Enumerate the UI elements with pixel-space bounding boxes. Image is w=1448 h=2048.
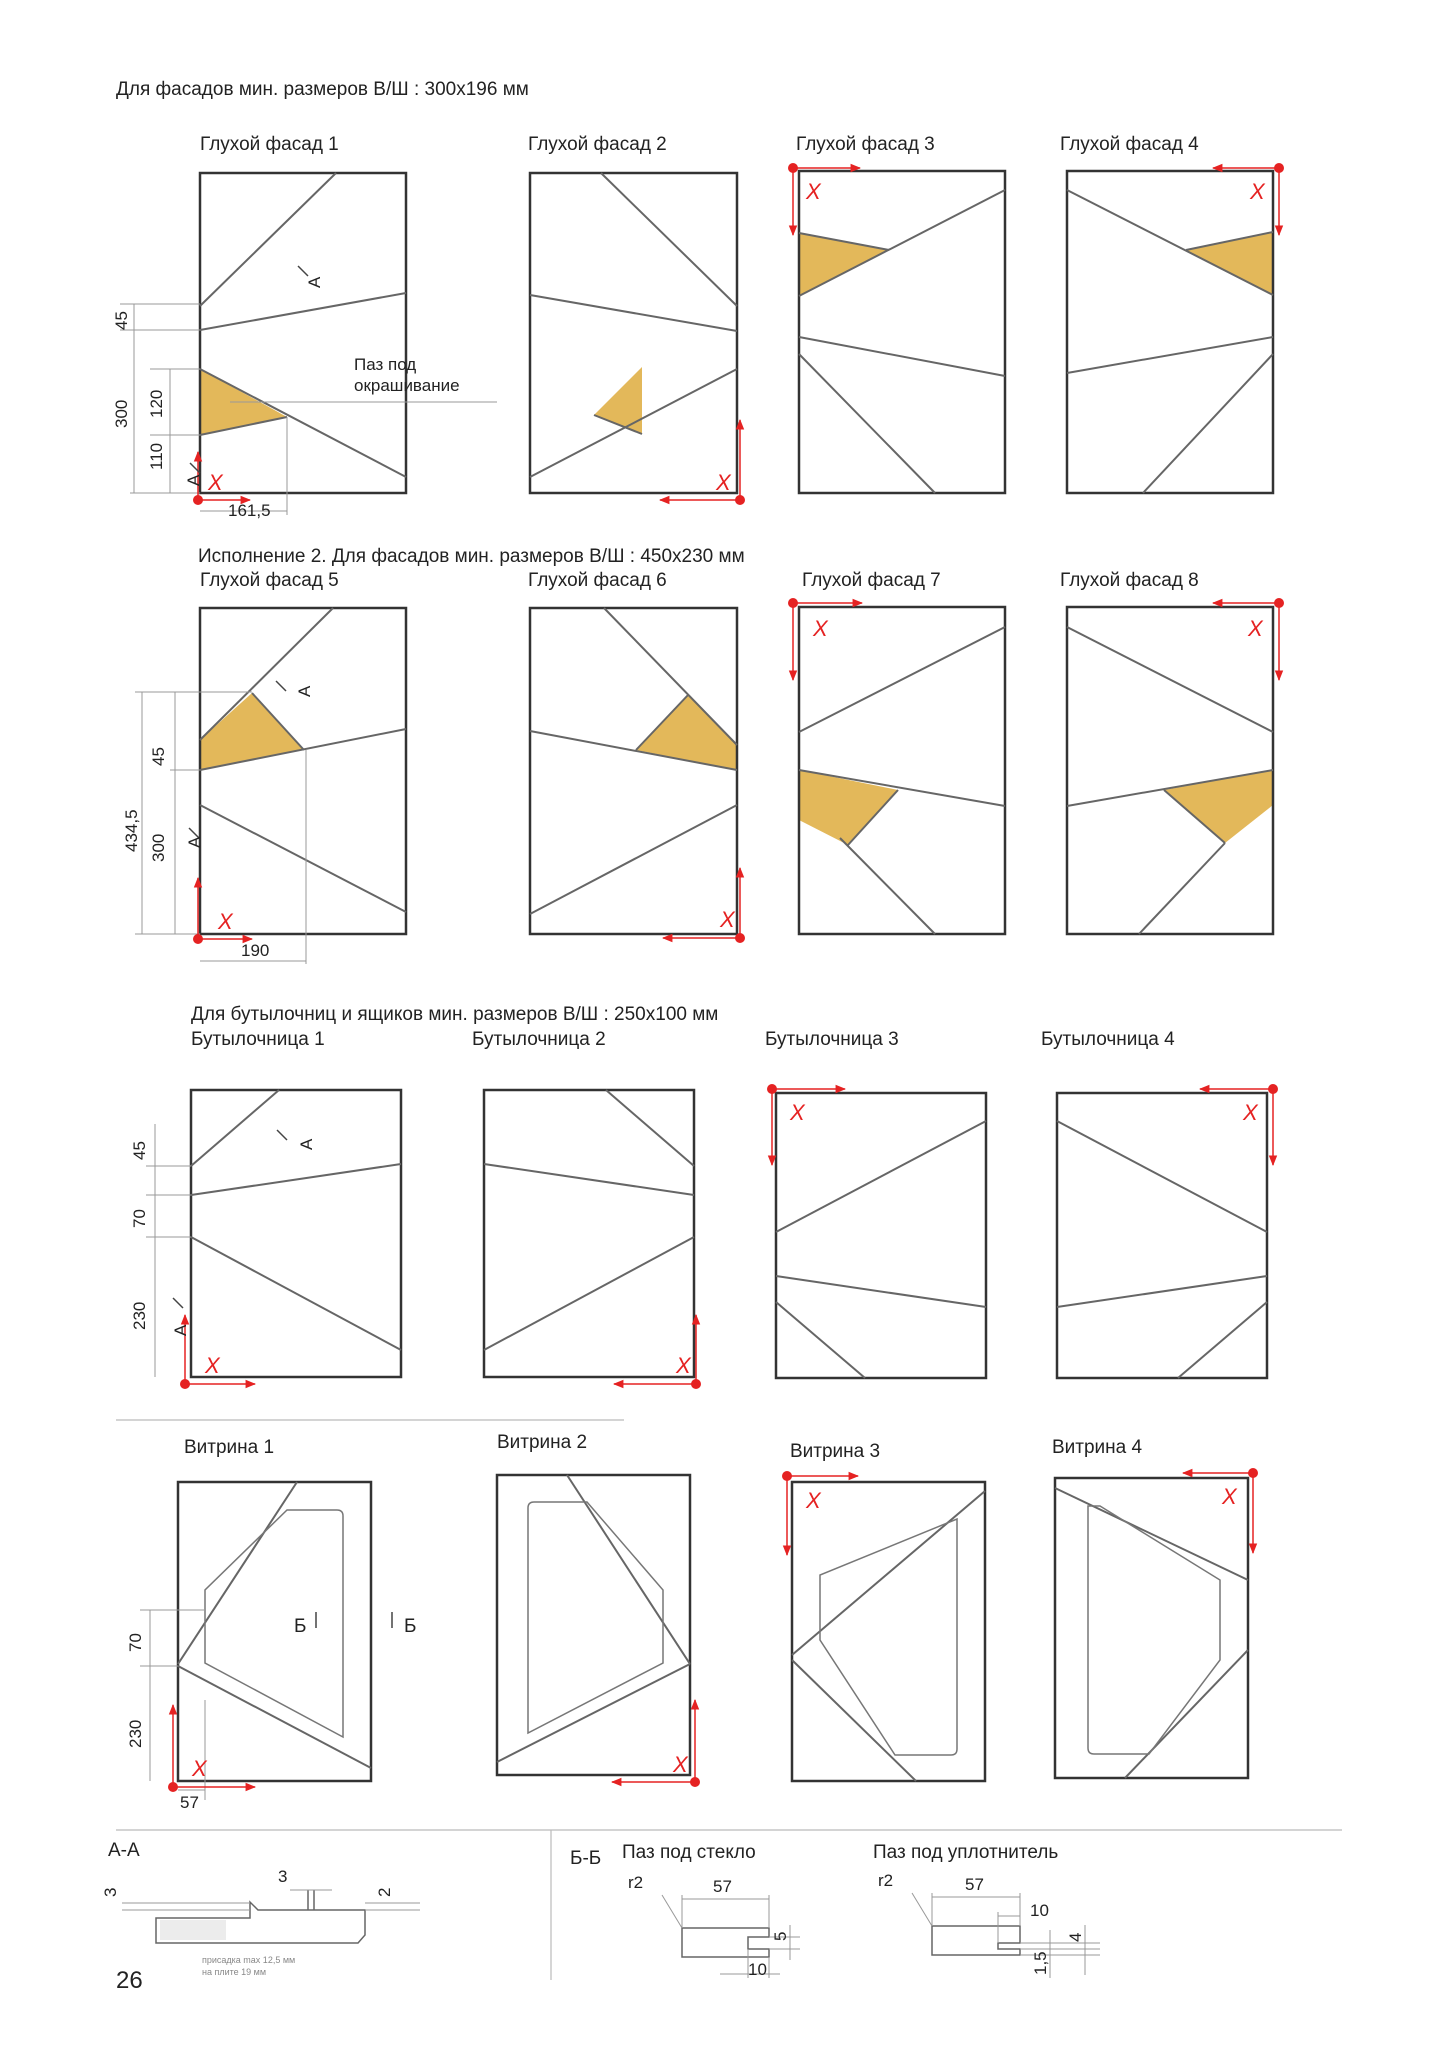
title-facade-3: Глухой фасад 3 xyxy=(796,134,935,155)
note-drilling-1: присадка max 12,5 мм xyxy=(202,1955,296,1965)
facade-1 xyxy=(112,173,497,520)
origin-x-label: X xyxy=(192,1756,207,1781)
note-drilling-2: на плите 19 мм xyxy=(202,1967,267,1977)
facade-4 xyxy=(1067,163,1284,493)
dim-45: 45 xyxy=(112,311,131,330)
showcase-4 xyxy=(1055,1468,1258,1778)
origin-x-label: X xyxy=(676,1353,691,1378)
dim-2: 2 xyxy=(375,1887,394,1897)
origin-x-label: X xyxy=(673,1752,688,1777)
facade-2 xyxy=(530,173,745,505)
dim-57: 57 xyxy=(965,1875,984,1894)
origin-x-label: X xyxy=(1250,179,1265,204)
origin-x-label: X xyxy=(716,470,731,495)
facade-8 xyxy=(1067,598,1284,934)
origin-x-label: X xyxy=(208,470,223,495)
facade-6 xyxy=(530,608,745,943)
origin-x-label: X xyxy=(1243,1100,1258,1125)
section-mark-a: A xyxy=(295,685,314,697)
title-showcase-4: Витрина 4 xyxy=(1052,1437,1143,1458)
dim-300: 300 xyxy=(112,399,131,428)
title-showcase-1: Витрина 1 xyxy=(184,1437,275,1458)
showcase-3 xyxy=(782,1471,985,1781)
title-bottle-4: Бутылочница 4 xyxy=(1041,1029,1175,1050)
showcase-1 xyxy=(126,1482,416,1812)
dim-4: 4 xyxy=(1066,1932,1085,1942)
section-mark-a: A xyxy=(185,836,204,848)
origin-x-label: X xyxy=(806,1488,821,1513)
section-heading-3: Для бутылочниц и ящиков мин. размеров В/Ш : 250х100 мм xyxy=(191,1004,719,1025)
title-facade-6: Глухой фасад 6 xyxy=(528,570,667,591)
dim-57: 57 xyxy=(713,1877,732,1896)
facade-3 xyxy=(788,163,1005,493)
section-mark-b: Б xyxy=(294,1616,307,1637)
dim-10: 10 xyxy=(748,1960,767,1979)
dim-45: 45 xyxy=(130,1141,149,1160)
bottle-1 xyxy=(130,1090,401,1389)
bottle-2 xyxy=(484,1090,701,1389)
section-heading-2: Исполнение 2. Для фасадов мин. размеров В/Ш : 450х230 мм xyxy=(198,546,745,567)
callout-paint-groove-2: окрашивание xyxy=(354,376,460,395)
dim-161-5: 161,5 xyxy=(228,501,271,520)
title-facade-2: Глухой фасад 2 xyxy=(528,134,667,155)
title-bottle-1: Бутылочница 1 xyxy=(191,1029,325,1050)
title-facade-1: Глухой фасад 1 xyxy=(200,134,339,155)
dim-70: 70 xyxy=(130,1209,149,1228)
section-bb-title: Б-Б xyxy=(570,1848,602,1869)
dim-3: 3 xyxy=(101,1887,120,1897)
origin-x-label: X xyxy=(806,179,821,204)
dim-110: 110 xyxy=(147,442,166,470)
dim-45: 45 xyxy=(149,747,168,766)
facade-7 xyxy=(788,598,1005,934)
title-bottle-2: Бутылочница 2 xyxy=(472,1029,606,1050)
title-facade-7: Глухой фасад 7 xyxy=(802,570,941,591)
dim-70: 70 xyxy=(126,1633,145,1652)
bottle-3 xyxy=(767,1084,986,1378)
section-mark-a: A xyxy=(184,474,203,486)
title-facade-5: Глухой фасад 5 xyxy=(200,570,339,591)
section-aa xyxy=(101,1840,420,1977)
section-mark-a: A xyxy=(297,1138,316,1150)
page-number: 26 xyxy=(116,1967,143,1994)
origin-x-label: X xyxy=(1248,616,1263,641)
callout-paint-groove-1: Паз под xyxy=(354,355,417,374)
dim-10: 10 xyxy=(1030,1901,1049,1920)
dim-120: 120 xyxy=(147,389,166,418)
origin-x-label: X xyxy=(790,1100,805,1125)
radius-r2: r2 xyxy=(878,1871,894,1890)
origin-x-label: X xyxy=(205,1353,220,1378)
dim-434-5: 434,5 xyxy=(122,809,141,852)
title-facade-8: Глухой фасад 8 xyxy=(1060,570,1199,591)
dim-300: 300 xyxy=(149,833,168,862)
title-showcase-3: Витрина 3 xyxy=(790,1441,881,1462)
dim-1-5: 1,5 xyxy=(1031,1951,1050,1975)
dim-230: 230 xyxy=(126,1719,145,1748)
section-mark-b: Б xyxy=(404,1616,417,1637)
origin-x-label: X xyxy=(218,909,233,934)
section-mark-a: A xyxy=(305,276,324,288)
dim-230: 230 xyxy=(130,1301,149,1330)
origin-x-label: X xyxy=(1222,1484,1237,1509)
radius-r2: r2 xyxy=(628,1873,644,1892)
title-bottle-3: Бутылочница 3 xyxy=(765,1029,899,1050)
section-mark-a: A xyxy=(171,1324,190,1336)
origin-x-label: X xyxy=(813,616,828,641)
section-heading-1: Для фасадов мин. размеров В/Ш : 300х196 мм xyxy=(116,79,529,100)
title-facade-4: Глухой фасад 4 xyxy=(1060,134,1199,155)
bottle-4 xyxy=(1057,1084,1278,1378)
seal-groove-title: Паз под уплотнитель xyxy=(873,1842,1059,1863)
origin-x-label: X xyxy=(720,907,735,932)
glass-groove-title: Паз под стекло xyxy=(622,1842,756,1863)
title-showcase-2: Витрина 2 xyxy=(497,1432,588,1453)
section-aa-title: А-А xyxy=(108,1840,140,1861)
dim-190: 190 xyxy=(241,941,270,960)
facade-5 xyxy=(122,608,406,964)
dim-5: 5 xyxy=(771,1931,790,1941)
showcase-2 xyxy=(497,1475,700,1787)
dim-57: 57 xyxy=(180,1793,199,1812)
section-bb xyxy=(570,1842,1100,1979)
dim-3: 3 xyxy=(278,1867,288,1886)
